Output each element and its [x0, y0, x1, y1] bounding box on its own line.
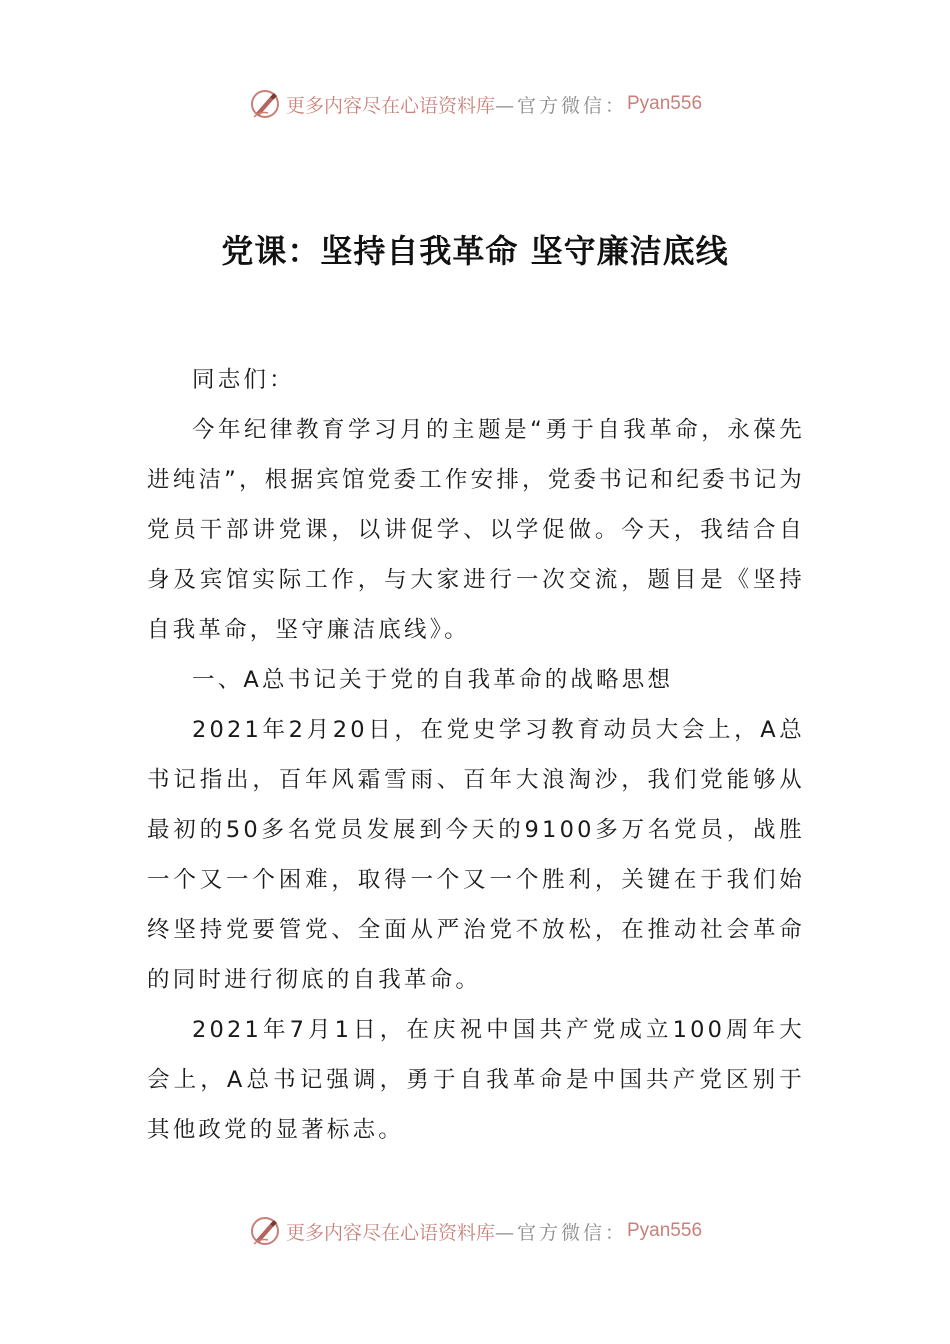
pen-logo-icon [248, 87, 282, 121]
body-paragraph: 今年纪律教育学习月的主题是“勇于自我革命，永葆先进纯洁”，根据宾馆党委工作安排，党委书记和纪委书记为党员干部讲党课，以讲促学、以学促做。今天，我结合自身及宾馆实际工作，与大家进行一次交流，题目是《坚持自我革命，坚守廉洁底线》。 [147, 417, 805, 643]
header-banner [0, 84, 950, 124]
section-heading: 一、A总书记关于党的自我革命的战略思想 [192, 667, 674, 693]
footer-brand-text: 更多内容尽在心语资料库 [285, 1221, 495, 1244]
salutation: 同志们： [192, 367, 295, 393]
header-official-label: —官方微信： [494, 94, 627, 117]
document-body [147, 355, 805, 1155]
header-wechat-id: Pyan556 [627, 93, 703, 114]
body-paragraph: 2021年2月20日，在党史学习教育动员大会上，A总书记指出，百年风霜雪雨、百年大浪淘沙，我们党能够从最初的50多名党员发展到今天的9100多万名党员，战胜一个又一个困难，取得一个又一个胜利，关键在于我们始终坚持党要管党、全面从严治党不放松，在推动社会革命的同时进行彻底的自我革命。 [147, 717, 805, 993]
footer-wechat-id: Pyan556 [627, 1220, 703, 1241]
document-title: 党课：坚持自我革命 坚守廉洁底线 [221, 232, 729, 270]
body-paragraph: 2021年7月1日，在庆祝中国共产党成立100周年大会上，A总书记强调，勇于自我革命是中国共产党区别于其他政党的显著标志。 [147, 1017, 805, 1143]
header-brand-text: 更多内容尽在心语资料库 [285, 94, 495, 117]
footer-banner [0, 1211, 950, 1251]
footer-official-label: —官方微信： [494, 1221, 627, 1244]
pen-logo-icon [248, 1214, 282, 1248]
